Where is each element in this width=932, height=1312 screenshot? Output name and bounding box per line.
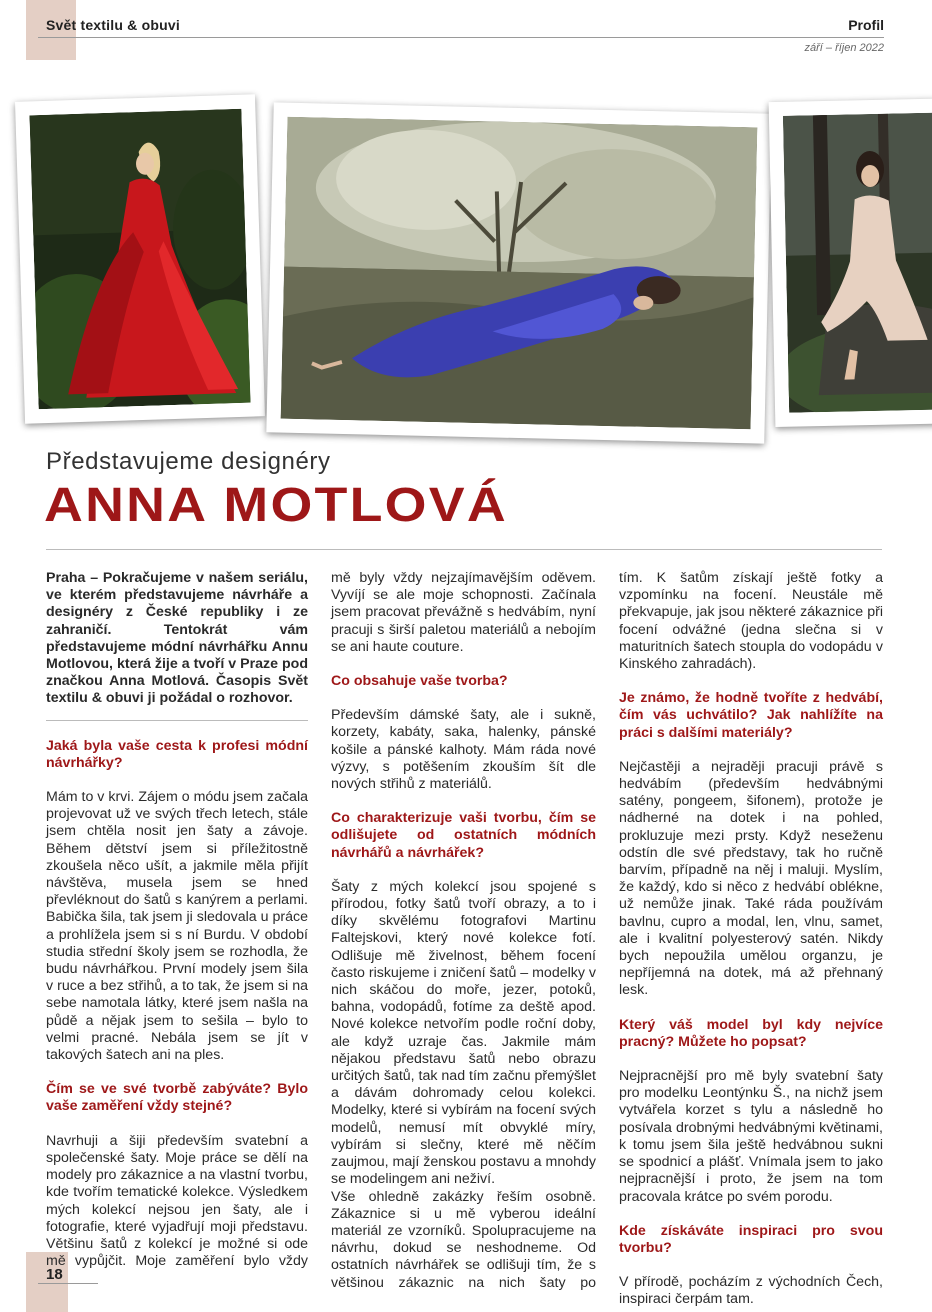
photo-red-dress [15,94,265,423]
question-4: Co charakterizuje vaši tvorbu, čím se odlišujete od ostatních módních návrhářů a návrhářek? [331,810,596,861]
section-name: Profil [848,17,884,33]
page-number: 18 [46,1266,63,1283]
column-1 [46,570,308,1269]
question-2: Čím se ve své tvorbě zabýváte? Bylo vaše zaměření vždy stejné? [46,1081,308,1115]
answer-2: Navrhuji a šiji především svatební a společenské šaty. Moje práce se dělí na modely pro zákaznice a na vlastní tvorbu, kde tvořím tematické kolekce. Výsledkem mých kolekcí nejsou jen šaty, ale i fotografie, které vyjadřují moji představu. Většinu šatů z kolekcí je možné si ode mě vypůjčit. Moje zaměření bylo vždy [46,1132,308,1269]
magazine-name: Svět textilu & obuvi [46,17,180,33]
question-6: Který váš model byl kdy nejvíce pracný? Můžete ho popsat? [619,1016,883,1050]
answer-6: Nejpracnější pro mě byly svatební šaty pro modelku Leontýnku Š., na nichž jsem vytvářela korzet s tylu a následně ho posívala drobnými hedvábnými květinami, k tomu jsem šila ještě hedvábnou sukni se spodnicí a plášť. Vnímala jsem to jako nejpracnější i proto, že jsem na tom pracovala krátce po svém porodu. [619,1068,883,1205]
question-7: Kde získáváte inspiraci pro svou tvorbu? [619,1222,883,1256]
photo-cream-dress [769,98,932,427]
answer-3: Především dámské šaty, ale i sukně, korzety, kabáty, saka, halenky, pánské košile a pánské kalhoty. Mám ráda nové výzvy, s potěšením zkouším šít dle nových střihů z materiálů. [331,707,596,793]
article-intro: Praha – Pokračujeme v našem seriálu, ve kterém představujeme návrháře a designéry z České republiky i ze zahraničí. Tentokrát vám představujeme módní návrhářku Annu Motlovou, která žije a tvoří v Praze pod značkou Anna Motlová. Časopis Svět textilu & obuvi ji požádal o rozhovor. [46,570,308,707]
answer-4b: Vše ohledně zakázky řeším osobně. Zákaznice si u mě vyberou ideální materiál ze vzorníků. Spolupracujeme na návrhu, dokud se neshodneme. Od ostatních návrhářek se odlišuji tím, že s většinou zákaznic na nich šaty po [331,1188,596,1291]
header-rule [38,37,884,38]
issue-date: září – říjen 2022 [804,42,884,54]
answer-5: Nejčastěji a nejraději pracuji právě s hedvábím (především hedvábnými satény, pongeem, šifonem), protože je nádherné na dotek i na pohled, prokluzuje mezi prsty. Když neseženu odstín dle své představy, tak ho ručně barvím, případně na něj i maluji. Myslím, že každý, kdo si něco z hedvábí oblékne, už nemůže jinak. Také ráda používám bavlnu, cupro a modal, len, vlnu, samet, ale i kvalitní polyesterový satén. Nikdy bych nepoužila umělou organzu, je nepříjemná na dotek, má až přehnaný lesk. [619,758,883,999]
answer-7: V přírodě, pocházím z východních Čech, inspiraci čerpám tam. [619,1274,883,1308]
question-5: Je známo, že hodně tvoříte z hedvábí, čím vás uchvátilo? Jak nahlížíte na práci s dalšími materiály? [619,690,883,741]
article-kicker: Představujeme designéry [46,448,331,475]
answer-4b-continued: tím. K šatům získají ještě fotky a vzpomínku na focení. Neustále mě překvapuje, jak jsou některé zákaznice při focení odvážné (jedna slečna si v maturitních šatech stoupla do vodopádu v Kinského zahradách). [619,570,883,673]
article-title: ANNA MOTLOVÁ [44,479,508,532]
column-3 [619,570,883,1309]
answer-4: Šaty z mých kolekcí jsou spojené s přírodou, fotky šatů tvoří obrazy, a to i díky skvělému fotografovi Martinu Faltejskovi, který nové kolekce fotí. Odlišuje mě živelnost, během focení často riskujeme i zničení šatů – modelky v nich skáčou do moře, jezer, potoků, bahna, vodopádů, fotíme za deště apod. Nové kolekce netvořím podle roční doby, ale když uzraje čas. Jakmile mám nějakou představu šatů nebo obrazu určitých šatů, tak nad tím začnu přemýšlet a dávám dohromady celou kolekci. Modelky, které si vybírám na focení svých modelů, nemusí mít obvyklé míry, vybírám si slečny, které mě něčím zaujmou, mají ženskou postavu a mnohdy se modelingem ani neživí. [331,878,596,1188]
footer-rule [38,1283,98,1284]
question-3: Co obsahuje vaše tvorba? [331,673,508,690]
photo-blue-dress [266,102,771,443]
title-rule [46,549,882,550]
question-1: Jaká byla vaše cesta k profesi módní návrhářky? [46,737,308,771]
answer-2-continued: mě byly vždy nejzajímavějším oděvem. Vyvíjí se ale moje schopnosti. Začínala jsem pracovat převážně s hedvábím, nyní pracuji s širší paletou materiálů a nebojím se ani haute couture. [331,570,596,655]
intro-divider [46,720,308,721]
column-2 [331,570,596,1292]
answer-1: Mám to v krvi. Zájem o módu jsem začala projevovat už ve svých třech letech, stále jsem chtěla nosit jen šaty a závoje. Během dětství jsem si příležitostně zkoušela něco ušít, a jakmile měla přijít návštěva, musela jsem se hned převléknout do šatů s kanýrem a perlami. Babička šila, tak jsem ji sledovala u práce a prohlížela jsem si s ní Burdu. V období studia střední školy jsem se rozhodla, že budu návrhářkou. První modely jsem šila v ruce a bez střihů, a to tak, že jsem si na sebe namotala látky, které jsem našla na půdě a nějak jsem to sešila – bylo to velmi pracné. Nebála jsem se jít v takových šatech ani na ples. [46,789,308,1064]
